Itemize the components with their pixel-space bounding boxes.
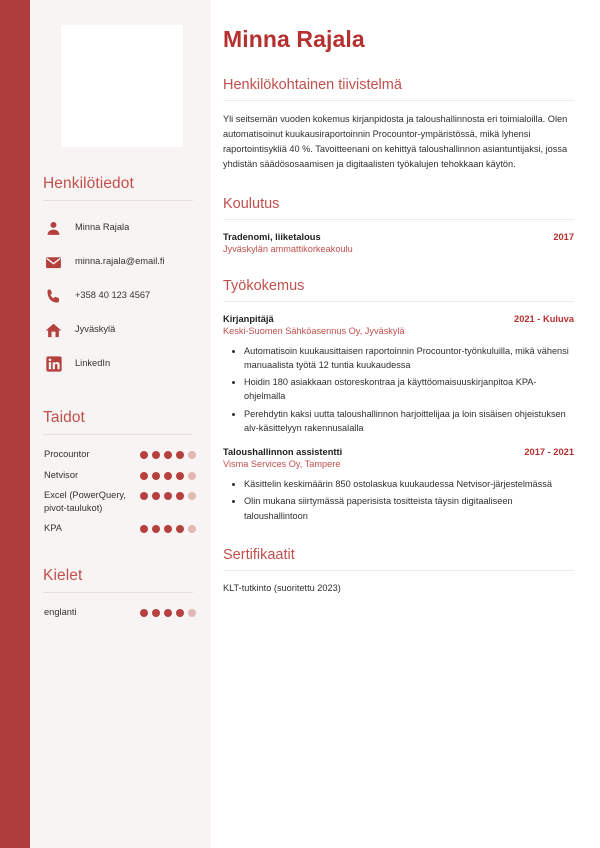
section-divider-experience <box>223 301 574 302</box>
experience-bullet-list <box>223 477 574 523</box>
education-entry <box>223 232 574 254</box>
skill-label: Procountor <box>44 449 90 459</box>
skill-label: KPA <box>44 523 62 534</box>
skill-item <box>39 518 197 539</box>
skill-item <box>39 444 197 465</box>
sidebar-heading-skills: Taidot <box>43 409 85 426</box>
linkedin-icon <box>44 355 63 374</box>
sidebar-divider-languages <box>43 592 193 593</box>
skill-item <box>39 465 197 486</box>
experience-job-title: Kirjanpitäjä <box>223 313 274 324</box>
experience-entry <box>223 314 574 436</box>
accent-stripe <box>0 0 30 848</box>
page-title: Minna Rajala <box>223 26 365 52</box>
home-icon <box>44 321 63 340</box>
skills-list <box>39 444 197 539</box>
phone-icon <box>44 287 63 306</box>
contact-item-email[interactable] <box>39 245 197 279</box>
skill-rating-dots <box>140 448 196 459</box>
experience-bullet: • Käsittelin keskimäärin 850 ostolaskua kuukaudessa Netvisor-järjestelmässä <box>244 477 574 491</box>
certificate-item: KLT-tutkinto (suoritettu 2023) <box>223 582 341 593</box>
skill-rating-dots <box>140 489 196 500</box>
sidebar-heading-languages: Kielet <box>43 566 83 584</box>
contact-list <box>39 211 197 381</box>
education-date: 2017 <box>553 231 574 242</box>
experience-bullet: • Perehdytin kaksi uutta taloushallinnon harjoittelijaa ja loin sisäisen ohjeistuksen alv-käsittelyyn rakennusalalla <box>244 407 574 436</box>
contact-item-name <box>39 211 197 245</box>
experience-job-title: Taloushallinnon assistentti <box>223 447 343 458</box>
experience-bullet-list <box>223 344 574 436</box>
experience-bullet: • Hoidin 180 asiakkaan ostoreskontraa ja käyttöomaisuuskirjanpitoa KPA-ohjelmalla <box>244 375 574 404</box>
section-heading-summary: Henkilökohtainen tiivistelmä <box>223 77 402 93</box>
experience-bullet: • Olin mukana siirtymässä paperisista tositteista täysin digitaaliseen taloushallintoon <box>244 494 574 523</box>
contact-linkedin-text: LinkedIn <box>75 358 111 369</box>
experience-date: 2017 - 2021 <box>524 447 574 458</box>
experience-entry <box>223 447 574 523</box>
language-label: englanti <box>44 606 77 617</box>
experience-entry-header <box>223 447 574 457</box>
experience-bullet: • Automatisoin kuukausittaisen raportoinnin Procountor-työnkuluilla, mikä vähensi manuaalista työtä 12 tuntia kuukaudessa <box>244 344 574 373</box>
section-divider-certificates <box>223 570 574 571</box>
contact-location-text: Jyväskylä <box>75 324 116 335</box>
section-divider-summary <box>223 100 574 101</box>
sidebar-heading-personal: Henkilötiedot <box>43 175 134 192</box>
main-content <box>211 0 600 848</box>
education-institution: Jyväskylän ammattikorkeakoulu <box>223 243 353 254</box>
language-item <box>39 602 197 623</box>
person-icon <box>44 219 63 238</box>
experience-employer: Keski-Suomen Sähköasennus Oy, Jyväskylä <box>223 325 405 336</box>
skill-label: Excel (PowerQuery, pivot-taulukot) <box>44 490 126 513</box>
education-degree: Tradenomi, liiketalous <box>223 231 321 242</box>
profile-photo-placeholder <box>61 25 183 147</box>
experience-employer: Visma Services Oy, Tampere <box>223 459 341 470</box>
language-rating-dots <box>140 606 196 617</box>
contact-item-phone[interactable] <box>39 279 197 313</box>
contact-item-linkedin[interactable] <box>39 347 197 381</box>
skill-rating-dots <box>140 469 196 480</box>
education-entry-header <box>223 232 574 242</box>
experience-date: 2021 - Kuluva <box>514 313 574 324</box>
skill-rating-dots <box>140 522 196 533</box>
contact-name-text: Minna Rajala <box>75 222 130 233</box>
envelope-icon <box>44 253 63 272</box>
sidebar-divider-skills <box>43 434 193 435</box>
sidebar-divider-personal <box>43 200 193 201</box>
contact-item-location <box>39 313 197 347</box>
section-heading-education: Koulutus <box>223 195 280 212</box>
summary-text: Yli seitsemän vuoden kokemus kirjanpidosta ja taloushallinnosta eri toimialoilla. Olen automatisoinut kuukausiraportoinnin Procountor-ympäristössä, mikä lyhensi raportointisykliä 40 %. Tavoitteenani on kehittyä taloushallinnon asiantuntijaksi, jossa yhdistän säädösosaamisen ja digitaalisten työkalujen tehokkaan käytön. <box>223 114 568 169</box>
experience-entry-header <box>223 314 574 324</box>
skill-item <box>39 485 197 518</box>
contact-email-text: minna.rajala@email.fi <box>75 256 165 267</box>
section-heading-experience: Työkokemus <box>223 277 305 294</box>
section-divider-education <box>223 219 574 220</box>
section-heading-certificates: Sertifikaatit <box>223 546 295 563</box>
sidebar <box>30 0 211 848</box>
skill-label: Netvisor <box>44 469 79 480</box>
languages-list <box>39 602 197 623</box>
contact-phone-text: +358 40 123 4567 <box>75 290 151 301</box>
